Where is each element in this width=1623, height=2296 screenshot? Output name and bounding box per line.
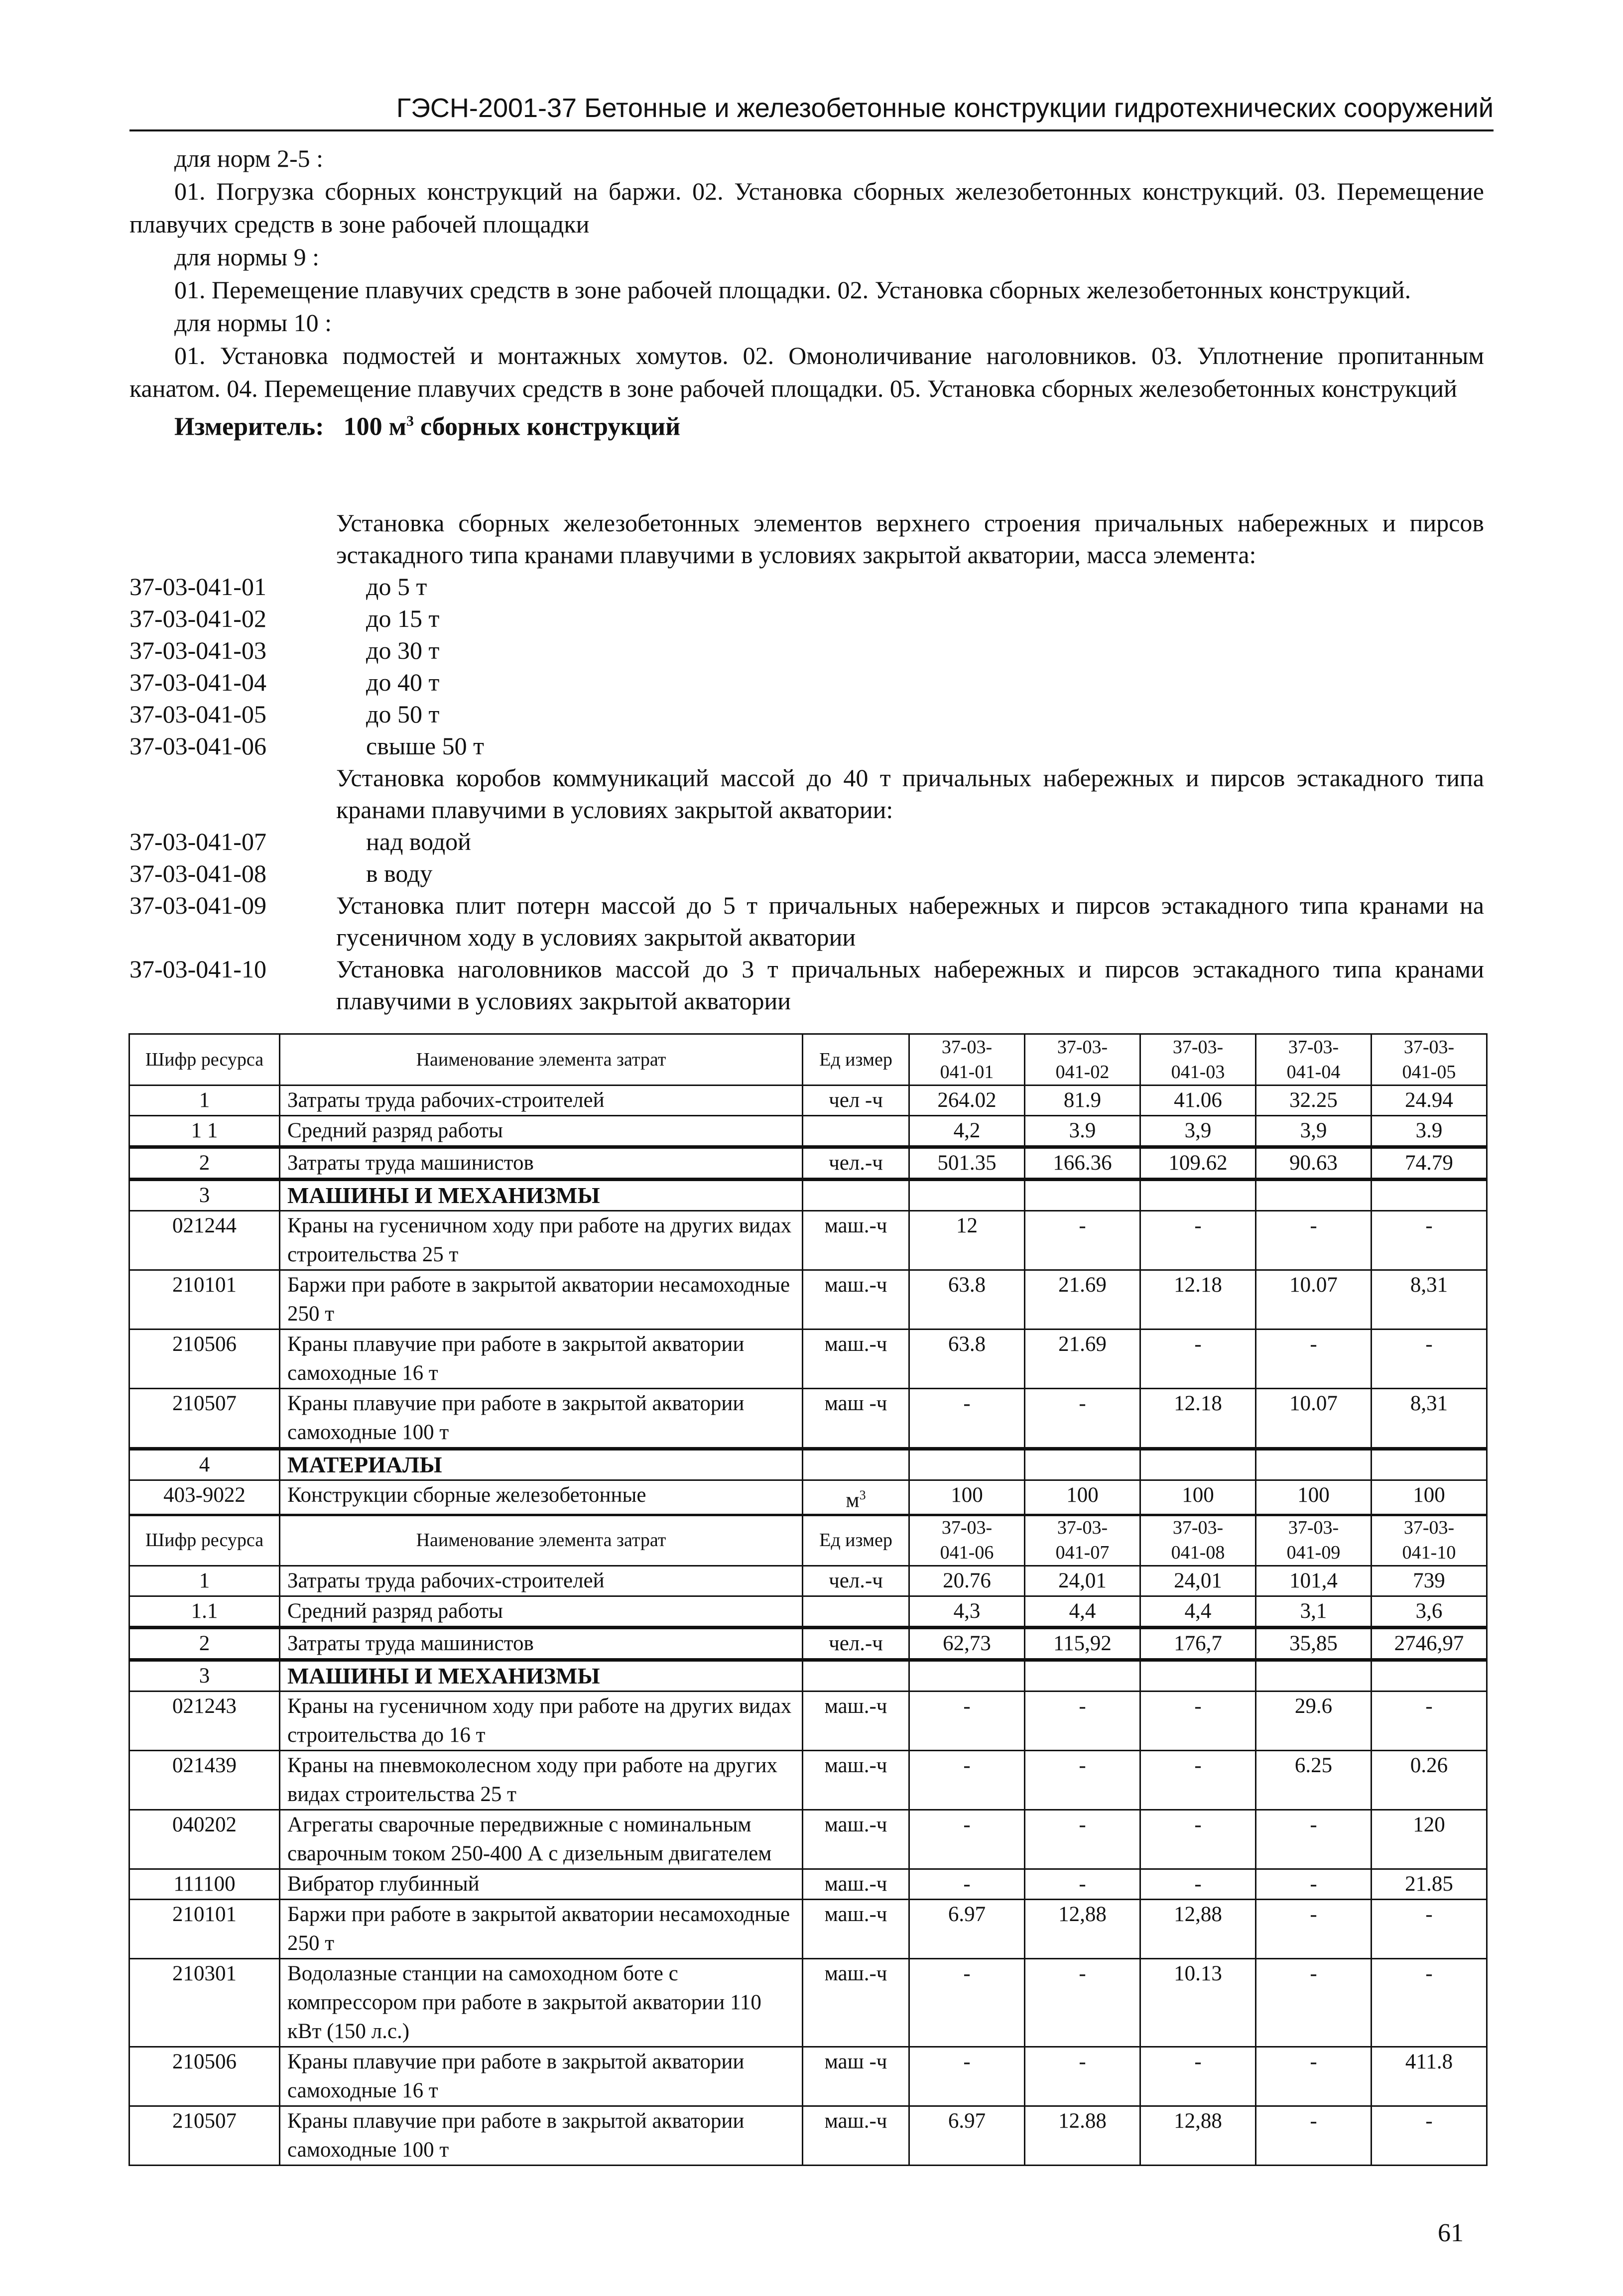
resource-name: Средний разряд работы xyxy=(280,1596,803,1628)
norm-description: Установка сборных железобетонных элементов верхнего строения причальных набережных и пирсов эстакадного типа кранами плавучими в условиях закрытой акватории, масса элемента: xyxy=(336,509,1484,569)
page-header xyxy=(129,85,1494,131)
norm-code: 37-03-041-03 xyxy=(129,636,266,664)
unit-text: маш.-ч xyxy=(824,1903,887,1926)
resource-value: - xyxy=(1256,2106,1372,2166)
resource-unit xyxy=(803,1692,909,1751)
resource-value: - xyxy=(1025,1869,1140,1900)
resource-value: 115,92 xyxy=(1025,1628,1140,1660)
resource-value: - xyxy=(1372,1900,1487,1959)
col-code-header: Шифр ресурса xyxy=(129,1034,280,1086)
resource-value xyxy=(909,1180,1025,1211)
resource-code: 021439 xyxy=(129,1751,280,1810)
resource-value: 63.8 xyxy=(909,1329,1025,1389)
resource-value: 739 xyxy=(1372,1566,1487,1596)
unit-text: маш.-ч xyxy=(824,1754,887,1777)
resource-unit xyxy=(803,1751,909,1810)
unit-text: маш.-ч xyxy=(824,2109,887,2133)
work-description xyxy=(129,142,1484,443)
resource-value: 176,7 xyxy=(1140,1628,1256,1660)
resource-value: - xyxy=(1025,2047,1140,2106)
unit-text: маш.-ч xyxy=(824,1872,887,1896)
resource-value: - xyxy=(1256,1959,1372,2047)
resource-row xyxy=(129,1116,1487,1147)
resource-value: 166.36 xyxy=(1025,1147,1140,1180)
resource-name: Краны плавучие при работе в закрытой акватории самоходные 100 т xyxy=(280,2106,803,2166)
resource-value: - xyxy=(1256,1329,1372,1389)
resource-name: Затраты труда машинистов xyxy=(280,1628,803,1660)
resource-unit xyxy=(803,1596,909,1628)
resource-name: Затраты труда рабочих-строителей xyxy=(280,1086,803,1116)
resource-code: 210507 xyxy=(129,2106,280,2166)
resource-value xyxy=(909,1449,1025,1480)
resource-value: 41.06 xyxy=(1140,1086,1256,1116)
resource-name: Краны на гусеничном ходу при работе на других видах строительства до 16 т xyxy=(280,1692,803,1751)
resource-value: - xyxy=(1372,1211,1487,1270)
resource-value: - xyxy=(909,1869,1025,1900)
work-line: 01. Перемещение плавучих средств в зоне рабочей площадки. 02. Установка сборных железобетонных конструкций. xyxy=(174,276,1411,304)
measure-rest: сборных конструкций xyxy=(414,412,681,441)
resource-value: 6.97 xyxy=(909,1900,1025,1959)
resource-unit xyxy=(803,1211,909,1270)
measure-value: 100 м xyxy=(343,412,407,441)
resource-value: - xyxy=(1025,1751,1140,1810)
resource-unit xyxy=(803,2106,909,2166)
norm-description: Установка коробов коммуникаций массой до 40 т причальных набережных и пирсов эстакадного типа кранами плавучими в условиях закрытой акватории: xyxy=(336,764,1484,824)
resource-value: 81.9 xyxy=(1025,1086,1140,1116)
resource-value xyxy=(1140,1449,1256,1480)
resource-value: 6.97 xyxy=(909,2106,1025,2166)
resource-code: 2 xyxy=(129,1147,280,1180)
resource-value: - xyxy=(909,1959,1025,2047)
resource-code: 210301 xyxy=(129,1959,280,2047)
resource-row xyxy=(129,1270,1487,1329)
resource-value: - xyxy=(1256,1810,1372,1869)
resource-code: 111100 xyxy=(129,1869,280,1900)
work-line: 01. Погрузка сборных конструкций на баржи. 02. Установка сборных железобетонных конструкций. 03. Перемещение плавучих средств в зоне рабочей площадки xyxy=(129,177,1484,238)
resource-value xyxy=(909,1660,1025,1692)
resource-value: 6.25 xyxy=(1256,1751,1372,1810)
resource-code: 3 xyxy=(129,1180,280,1211)
norm-row xyxy=(129,826,1484,857)
norm-description: над водой xyxy=(366,828,471,855)
resource-value: 3.9 xyxy=(1025,1116,1140,1147)
resource-value: - xyxy=(1025,1810,1140,1869)
resource-value: - xyxy=(909,1692,1025,1751)
resource-value: - xyxy=(1256,1869,1372,1900)
resource-value: - xyxy=(1140,1692,1256,1751)
work-line: для нормы 9 : xyxy=(174,243,320,271)
norm-description: до 40 т xyxy=(366,668,440,696)
norm-description: до 15 т xyxy=(366,604,440,632)
work-lines xyxy=(129,142,1484,405)
resource-value: - xyxy=(1256,1211,1372,1270)
resource-value: 101,4 xyxy=(1256,1566,1372,1596)
resource-code: 021243 xyxy=(129,1692,280,1751)
col-norm-header: 37-03- 041-05 xyxy=(1372,1034,1487,1086)
resource-value: 29.6 xyxy=(1256,1692,1372,1751)
resource-value: - xyxy=(1372,2106,1487,2166)
resource-value xyxy=(1025,1180,1140,1211)
resource-value: 3.9 xyxy=(1372,1116,1487,1147)
col-norm-header: 37-03- 041-04 xyxy=(1256,1034,1372,1086)
resource-value xyxy=(1372,1449,1487,1480)
resource-value: - xyxy=(1140,1751,1256,1810)
table1-header-row xyxy=(129,1034,1487,1086)
resource-value: - xyxy=(1025,1389,1140,1449)
resource-value: - xyxy=(909,1751,1025,1810)
work-line: для норм 2-5 : xyxy=(174,144,324,172)
resource-unit xyxy=(803,1660,909,1692)
section-row xyxy=(129,1180,1487,1211)
resource-value xyxy=(1256,1180,1372,1211)
resource-name: Краны на гусеничном ходу при работе на других видах строительства 25 т xyxy=(280,1211,803,1270)
resource-name: Баржи при работе в закрытой акватории несамоходные 250 т xyxy=(280,1900,803,1959)
measure-label: Измеритель: xyxy=(174,412,324,441)
norm-description: до 50 т xyxy=(366,700,440,728)
resource-value: 2746,97 xyxy=(1372,1628,1487,1660)
norm-code: 37-03-041-09 xyxy=(129,891,266,919)
resource-value: - xyxy=(1140,1869,1256,1900)
section-row xyxy=(129,1449,1487,1480)
unit-text: маш.-ч xyxy=(824,1214,887,1237)
col-norm-header: 37-03- 041-10 xyxy=(1372,1515,1487,1566)
resource-value: 4,4 xyxy=(1140,1596,1256,1628)
measure-sup: 3 xyxy=(406,413,414,429)
resource-value: 100 xyxy=(1025,1480,1140,1516)
resource-code: 1.1 xyxy=(129,1596,280,1628)
resource-code: 403-9022 xyxy=(129,1480,280,1516)
resource-value: 74.79 xyxy=(1372,1147,1487,1180)
norm-description: свыше 50 т xyxy=(366,732,484,760)
resource-value: 4,2 xyxy=(909,1116,1025,1147)
resource-code: 210101 xyxy=(129,1270,280,1329)
resource-value: 12,88 xyxy=(1140,1900,1256,1959)
resource-name: Краны плавучие при работе в закрытой акватории самоходные 100 т xyxy=(280,1389,803,1449)
resource-value: 12,88 xyxy=(1140,2106,1256,2166)
resource-value: 3,9 xyxy=(1256,1116,1372,1147)
table2-header-row xyxy=(129,1515,1487,1566)
resource-value: 12.18 xyxy=(1140,1270,1256,1329)
resource-name: Затраты труда рабочих-строителей xyxy=(280,1566,803,1596)
resource-value: - xyxy=(909,2047,1025,2106)
col-norm-header: 37-03- 041-03 xyxy=(1140,1034,1256,1086)
norm-row xyxy=(129,698,1484,730)
resource-value: 4,3 xyxy=(909,1596,1025,1628)
resource-code: 3 xyxy=(129,1660,280,1692)
resource-value: - xyxy=(1025,1211,1140,1270)
resource-row xyxy=(129,1329,1487,1389)
work-line: 01. Установка подмостей и монтажных хомутов. 02. Омоноличивание наголовников. 03. Уплотнение пропитанным канатом. 04. Перемещение плавучих средств в зоне рабочей площадки. 05. Установка сборных железобетонных конструкций xyxy=(129,342,1484,402)
resource-value: 264.02 xyxy=(909,1086,1025,1116)
resource-unit xyxy=(803,1180,909,1211)
resource-row xyxy=(129,1628,1487,1660)
resource-name: МАШИНЫ И МЕХАНИЗМЫ xyxy=(280,1180,803,1211)
resource-row xyxy=(129,2047,1487,2106)
norm-code: 37-03-041-07 xyxy=(129,828,266,855)
norm-description: до 30 т xyxy=(366,636,440,664)
resource-value: - xyxy=(1372,1692,1487,1751)
col-unit-header: Ед измер xyxy=(803,1515,909,1566)
resource-value: 120 xyxy=(1372,1810,1487,1869)
resource-code: 040202 xyxy=(129,1810,280,1869)
resource-name: Краны плавучие при работе в закрытой акватории самоходные 16 т xyxy=(280,1329,803,1389)
section-row xyxy=(129,1660,1487,1692)
resource-value: - xyxy=(1025,1692,1140,1751)
resource-value: 100 xyxy=(1372,1480,1487,1516)
resource-unit xyxy=(803,1270,909,1329)
resource-row xyxy=(129,1900,1487,1959)
resource-value: 8,31 xyxy=(1372,1389,1487,1449)
norm-row xyxy=(129,634,1484,666)
norm-row xyxy=(129,603,1484,634)
unit-text: чел.-ч xyxy=(829,1151,883,1175)
resource-unit xyxy=(803,1869,909,1900)
resource-value xyxy=(1372,1660,1487,1692)
resource-row xyxy=(129,2106,1487,2166)
resource-unit xyxy=(803,1116,909,1147)
resource-row xyxy=(129,1692,1487,1751)
resource-unit xyxy=(803,1810,909,1869)
unit-text: чел.-ч xyxy=(829,1569,883,1592)
resource-name: МАТЕРИАЛЫ xyxy=(280,1449,803,1480)
resource-unit xyxy=(803,1086,909,1116)
resource-value: - xyxy=(1140,1810,1256,1869)
resource-value: - xyxy=(1025,1959,1140,2047)
resource-value xyxy=(1256,1660,1372,1692)
unit-text: маш -ч xyxy=(824,2050,887,2073)
resource-value: 35,85 xyxy=(1256,1628,1372,1660)
resource-value: 3,6 xyxy=(1372,1596,1487,1628)
resource-table-1 xyxy=(128,1033,1488,1516)
col-name-header: Наименование элемента затрат xyxy=(280,1034,803,1086)
resource-unit xyxy=(803,2047,909,2106)
resource-value: - xyxy=(1372,1959,1487,2047)
resource-value: 24.94 xyxy=(1372,1086,1487,1116)
resource-value: 501.35 xyxy=(909,1147,1025,1180)
resource-value: 24,01 xyxy=(1025,1566,1140,1596)
resource-unit xyxy=(803,1959,909,2047)
resource-code: 021244 xyxy=(129,1211,280,1270)
header-title: ГЭСН-2001-37 Бетонные и железобетонные конструкции гидротехнических сооружений xyxy=(396,93,1494,123)
resource-value xyxy=(1140,1180,1256,1211)
col-norm-header: 37-03- 041-07 xyxy=(1025,1515,1140,1566)
resource-name: Баржи при работе в закрытой акватории несамоходные 250 т xyxy=(280,1270,803,1329)
resource-code: 4 xyxy=(129,1449,280,1480)
resource-unit xyxy=(803,1389,909,1449)
resource-table-2 xyxy=(128,1514,1488,2166)
unit-text: маш.-ч xyxy=(824,1694,887,1718)
page-number: 61 xyxy=(1438,2219,1464,2247)
resource-value: - xyxy=(1140,1329,1256,1389)
resource-row xyxy=(129,1211,1487,1270)
resource-unit xyxy=(803,1480,909,1516)
col-norm-header: 37-03- 041-06 xyxy=(909,1515,1025,1566)
resource-value xyxy=(1025,1660,1140,1692)
resource-unit xyxy=(803,1147,909,1180)
resource-value: 62,73 xyxy=(909,1628,1025,1660)
resource-row xyxy=(129,1869,1487,1900)
norm-code: 37-03-041-01 xyxy=(129,573,266,601)
unit-text: чел.-ч xyxy=(829,1632,883,1655)
resource-value: 0.26 xyxy=(1372,1751,1487,1810)
resource-code: 1 xyxy=(129,1566,280,1596)
resource-value: 4,4 xyxy=(1025,1596,1140,1628)
norm-code: 37-03-041-04 xyxy=(129,668,266,696)
norm-code: 37-03-041-02 xyxy=(129,604,266,632)
norm-code: 37-03-041-06 xyxy=(129,732,266,760)
resource-value: 3,9 xyxy=(1140,1116,1256,1147)
resource-value: 10.13 xyxy=(1140,1959,1256,2047)
col-code-header: Шифр ресурса xyxy=(129,1515,280,1566)
resource-row xyxy=(129,1751,1487,1810)
norms-list xyxy=(129,507,1484,1017)
norm-row xyxy=(129,762,1484,826)
resource-name: Агрегаты сварочные передвижные с номинальным сварочным током 250-400 А с дизельным двигателем xyxy=(280,1810,803,1869)
resource-row xyxy=(129,1086,1487,1116)
resource-code: 210101 xyxy=(129,1900,280,1959)
resource-code: 2 xyxy=(129,1628,280,1660)
resource-value: 20.76 xyxy=(909,1566,1025,1596)
resource-value: 21.69 xyxy=(1025,1270,1140,1329)
resource-name: Средний разряд работы xyxy=(280,1116,803,1147)
resource-value: 32.25 xyxy=(1256,1086,1372,1116)
unit-text: маш -ч xyxy=(824,1392,887,1415)
resource-unit xyxy=(803,1628,909,1660)
resource-name: МАШИНЫ И МЕХАНИЗМЫ xyxy=(280,1660,803,1692)
resource-value: 21.85 xyxy=(1372,1869,1487,1900)
resource-value xyxy=(1372,1180,1487,1211)
norm-code: 37-03-041-08 xyxy=(129,859,266,887)
unit-sup: 3 xyxy=(859,1488,866,1502)
resource-name: Затраты труда машинистов xyxy=(280,1147,803,1180)
norm-row xyxy=(129,666,1484,698)
col-norm-header: 37-03- 041-02 xyxy=(1025,1034,1140,1086)
norm-description: Установка наголовников массой до 3 т причальных набережных и пирсов эстакадного типа кранами плавучими в условиях закрытой акватории xyxy=(336,955,1484,1015)
col-norm-header: 37-03- 041-01 xyxy=(909,1034,1025,1086)
resource-value: 10.07 xyxy=(1256,1389,1372,1449)
resource-value xyxy=(1256,1449,1372,1480)
resource-value: 63.8 xyxy=(909,1270,1025,1329)
norm-code: 37-03-041-10 xyxy=(129,955,266,983)
resource-name: Краны на пневмоколесном ходу при работе на других видах строительства 25 т xyxy=(280,1751,803,1810)
resource-unit xyxy=(803,1329,909,1389)
resource-name: Конструкции сборные железобетонные xyxy=(280,1480,803,1516)
norm-description: до 5 т xyxy=(366,573,427,601)
resource-value: 411.8 xyxy=(1372,2047,1487,2106)
norm-row xyxy=(129,730,1484,762)
resource-row xyxy=(129,1389,1487,1449)
unit-text: м xyxy=(846,1488,860,1512)
resource-code: 210506 xyxy=(129,2047,280,2106)
resource-value: 8,31 xyxy=(1372,1270,1487,1329)
col-unit-header: Ед измер xyxy=(803,1034,909,1086)
work-line: для нормы 10 : xyxy=(174,309,332,337)
resource-value xyxy=(1140,1660,1256,1692)
resource-value: 3,1 xyxy=(1256,1596,1372,1628)
norm-row xyxy=(129,889,1484,953)
resource-row xyxy=(129,1810,1487,1869)
resource-value xyxy=(1025,1449,1140,1480)
resource-row xyxy=(129,1480,1487,1516)
resource-unit xyxy=(803,1566,909,1596)
resource-code: 1 1 xyxy=(129,1116,280,1147)
resource-unit xyxy=(803,1900,909,1959)
col-name-header: Наименование элемента затрат xyxy=(280,1515,803,1566)
norm-row xyxy=(129,857,1484,889)
resource-row xyxy=(129,1147,1487,1180)
norm-description: Установка плит потерн массой до 5 т причальных набережных и пирсов эстакадного типа кранами на гусеничном ходу в условиях закрытой акватории xyxy=(336,891,1484,951)
resource-unit xyxy=(803,1449,909,1480)
measure-line xyxy=(129,405,1484,443)
resource-value: - xyxy=(1140,1211,1256,1270)
unit-text: маш.-ч xyxy=(824,1273,887,1297)
resource-value: 109.62 xyxy=(1140,1147,1256,1180)
norm-code: 37-03-041-05 xyxy=(129,700,266,728)
resource-value: - xyxy=(1256,1900,1372,1959)
resource-value: - xyxy=(909,1810,1025,1869)
unit-text: чел -ч xyxy=(829,1088,883,1112)
unit-text: маш.-ч xyxy=(824,1813,887,1836)
resource-code: 1 xyxy=(129,1086,280,1116)
resource-row xyxy=(129,1566,1487,1596)
norm-row xyxy=(129,507,1484,571)
resource-row xyxy=(129,1596,1487,1628)
resource-name: Краны плавучие при работе в закрытой акватории самоходные 16 т xyxy=(280,2047,803,2106)
resource-value: - xyxy=(1256,2047,1372,2106)
resource-value: 100 xyxy=(909,1480,1025,1516)
norm-row xyxy=(129,953,1484,1017)
resource-value: - xyxy=(1372,1329,1487,1389)
resource-value: 10.07 xyxy=(1256,1270,1372,1329)
resource-value: 12 xyxy=(909,1211,1025,1270)
resource-value: 100 xyxy=(1140,1480,1256,1516)
resource-value: 21.69 xyxy=(1025,1329,1140,1389)
col-norm-header: 37-03- 041-08 xyxy=(1140,1515,1256,1566)
norm-row xyxy=(129,571,1484,603)
resource-value: 100 xyxy=(1256,1480,1372,1516)
unit-text: маш.-ч xyxy=(824,1332,887,1356)
resource-value: - xyxy=(1140,2047,1256,2106)
resource-value: 12.18 xyxy=(1140,1389,1256,1449)
resource-row xyxy=(129,1959,1487,2047)
resource-code: 210507 xyxy=(129,1389,280,1449)
norm-description: в воду xyxy=(366,859,433,887)
resource-name: Водолазные станции на самоходном боте с компрессором при работе в закрытой акватории 110 кВт (150 л.с.) xyxy=(280,1959,803,2047)
resource-value: 90.63 xyxy=(1256,1147,1372,1180)
resource-value: 12,88 xyxy=(1025,1900,1140,1959)
resource-code: 210506 xyxy=(129,1329,280,1389)
resource-value: 24,01 xyxy=(1140,1566,1256,1596)
resource-value: 12.88 xyxy=(1025,2106,1140,2166)
unit-text: маш.-ч xyxy=(824,1962,887,1985)
resource-value: - xyxy=(909,1389,1025,1449)
col-norm-header: 37-03- 041-09 xyxy=(1256,1515,1372,1566)
resource-name: Вибратор глубинный xyxy=(280,1869,803,1900)
